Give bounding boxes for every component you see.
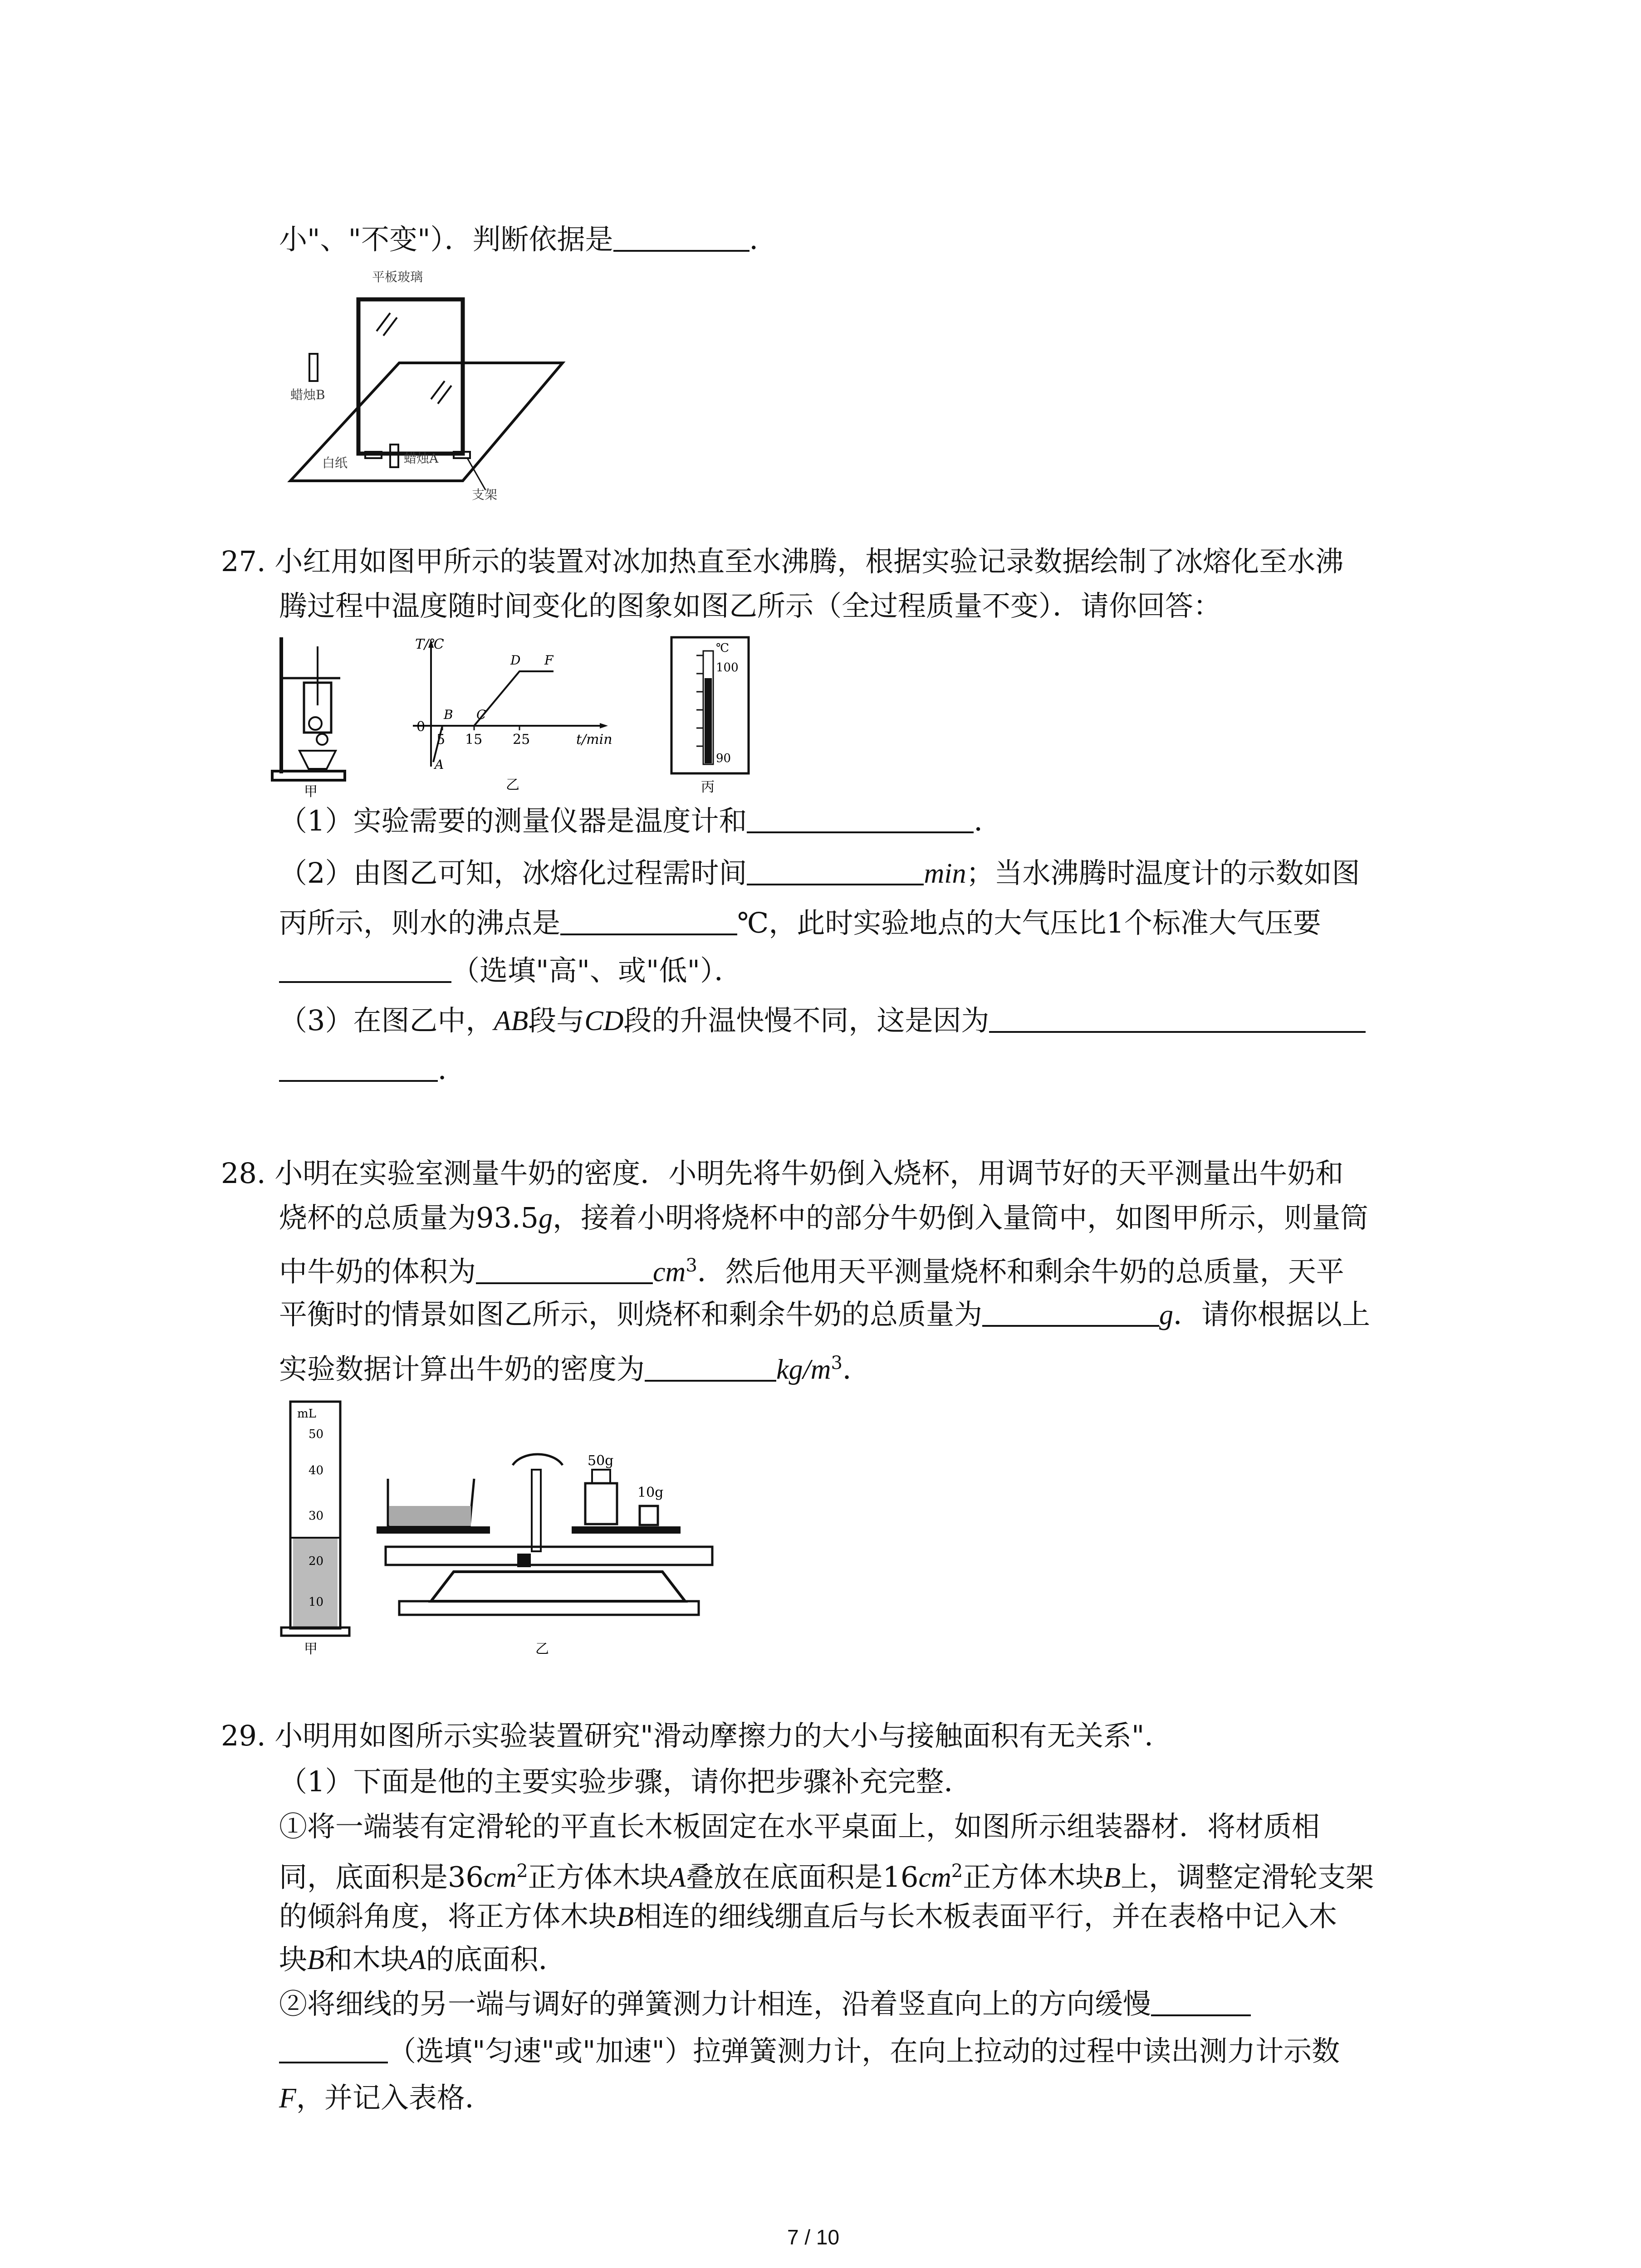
label-jia: 甲 <box>304 784 318 800</box>
answer-blank[interactable] <box>645 1352 776 1382</box>
weight-10g: 10g <box>637 1485 664 1501</box>
tick: 50 <box>309 1427 324 1441</box>
therm-top: 100 <box>716 661 739 675</box>
q28-line2: 烧杯的总质量为93.5g，接着小明将烧杯中的部分牛奶倒入量筒中，如图甲所示，则量筒 <box>279 1201 1369 1234</box>
answer-blank[interactable] <box>613 222 749 252</box>
candle-a <box>390 445 398 467</box>
y-axis-label: T/℃ <box>415 636 444 652</box>
q29-line8: （选填"匀速"或"加速"）拉弹簧测力计，在向上拉动的过程中读出测力计示数 <box>279 2033 1340 2069</box>
label-candle-b: 蜡烛B <box>290 387 325 402</box>
point-f: F <box>544 653 554 668</box>
therm-bottom: 90 <box>716 752 731 765</box>
q28-line3: 中牛奶的体积为 $cm^3$．然后他用天平测量烧杯和剩余牛奶的总质量，天平 <box>279 1255 1344 1288</box>
q27-part2-cont: 丙所示，则水的沸点是 ℃，此时实验地点的大气压比1个标准大气压要 <box>279 906 1321 939</box>
mirror-experiment-figure <box>281 263 576 502</box>
answer-blank[interactable] <box>1151 1986 1251 2016</box>
label-yi: 乙 <box>506 777 519 793</box>
label-yi: 乙 <box>535 1641 549 1657</box>
q27-thermometer-bing <box>662 637 767 796</box>
q27-line1: 27. 小红用如图甲所示的装置对冰加热直至水沸腾，根据实验记录数据绘制了冰熔化至水沸 <box>221 545 1344 578</box>
label-jia: 甲 <box>304 1641 318 1657</box>
answer-blank[interactable] <box>982 1297 1159 1327</box>
q27-part2-cont: （选填"高"、或"低"）． <box>279 953 742 989</box>
tick: 40 <box>309 1464 324 1477</box>
candle-b <box>309 354 318 381</box>
x-tick: 5 <box>436 732 446 748</box>
q27-chart-yi <box>408 635 622 798</box>
point-d: D <box>510 653 521 668</box>
answer-blank[interactable] <box>560 905 737 935</box>
q28-line4: 平衡时的情景如图乙所示，则烧杯和剩余牛奶的总质量为 g．请你根据以上 <box>279 1298 1371 1331</box>
label-glass: 平板玻璃 <box>372 269 423 284</box>
q29-line9: F，并记入表格． <box>279 2081 493 2114</box>
q28-line1: 28. 小明在实验室测量牛奶的密度．小明先将牛奶倒入烧杯，用调节好的天平测量出牛奶和 <box>221 1157 1344 1190</box>
label-paper: 白纸 <box>322 455 348 470</box>
point-b: B <box>444 707 453 722</box>
tick: 20 <box>309 1554 324 1568</box>
x-tick: 25 <box>513 732 530 748</box>
tick: 10 <box>309 1595 324 1609</box>
label-candle-a: 蜡烛A <box>404 451 439 466</box>
q28-balance-yi <box>372 1452 749 1656</box>
q27-figure-jia <box>272 633 354 800</box>
x-axis-label: t/min <box>576 732 612 748</box>
q27-part3-cont: ． <box>279 1051 466 1088</box>
answer-blank[interactable] <box>279 1052 438 1082</box>
therm-unit: ℃ <box>716 641 730 655</box>
q29-line5: 的倾斜角度，将正方体木块B相连的细线绷直后与长木板表面平行，并在表格中记入木 <box>279 1900 1337 1933</box>
answer-blank[interactable] <box>747 803 974 833</box>
label-bing: 丙 <box>701 779 715 795</box>
q29-line4: 同，底面积是$36cm^2$正方体木块A叠放在底面积是$16cm^2$正方体木块B上，调整定滑轮支架 <box>279 1860 1374 1894</box>
tick: 30 <box>309 1509 324 1523</box>
x-tick: 15 <box>465 732 483 748</box>
q27-line2: 腾过程中温度随时间变化的图象如图乙所示（全过程质量不变）．请你回答： <box>279 589 1222 622</box>
point-a: A <box>435 757 444 772</box>
answer-blank[interactable] <box>279 953 451 983</box>
q27-part2: （2）由图乙可知，冰熔化过程需时间 min；当水沸腾时温度计的示数如图 <box>279 856 1360 890</box>
answer-blank[interactable] <box>747 855 924 885</box>
q27-part1: （1）实验需要的测量仪器是温度计和 ． <box>279 804 1002 837</box>
answer-blank[interactable] <box>476 1254 653 1284</box>
ml-label: mL <box>297 1407 316 1421</box>
point-c: C <box>476 707 486 722</box>
page-number: 7 / 10 <box>787 2225 840 2249</box>
text-line: 小"、"不变"）．判断依据是 ． <box>279 223 778 256</box>
q29-line2: （1）下面是他的主要实验步骤，请你把步骤补充完整． <box>279 1765 972 1798</box>
q29-line3: ①将一端装有定滑轮的平直长木板固定在水平桌面上，如图所示组装器材．将材质相 <box>279 1810 1320 1843</box>
zero-label: 0 <box>416 719 426 735</box>
answer-blank[interactable] <box>279 2033 388 2063</box>
q29-line6: 块B和木块A的底面积． <box>279 1943 567 1976</box>
q27-part3: （3）在图乙中，AB段与CD段的升温快慢不同，这是因为 <box>279 1002 1366 1039</box>
weight-50g: 50g <box>588 1453 614 1469</box>
q28-cylinder-jia <box>277 1393 358 1656</box>
q29-line1: 29. 小明用如图所示实验装置研究"滑动摩擦力的大小与接触面积有无关系"． <box>221 1719 1173 1752</box>
label-stand: 支架 <box>472 487 498 502</box>
answer-blank[interactable] <box>989 1003 1366 1033</box>
q29-line7: ②将细线的另一端与调好的弹簧测力计相连，沿着竖直向上的方向缓慢 <box>279 1986 1251 2022</box>
q28-line5: 实验数据计算出牛奶的密度为 $kg/m^3$． <box>279 1352 871 1386</box>
